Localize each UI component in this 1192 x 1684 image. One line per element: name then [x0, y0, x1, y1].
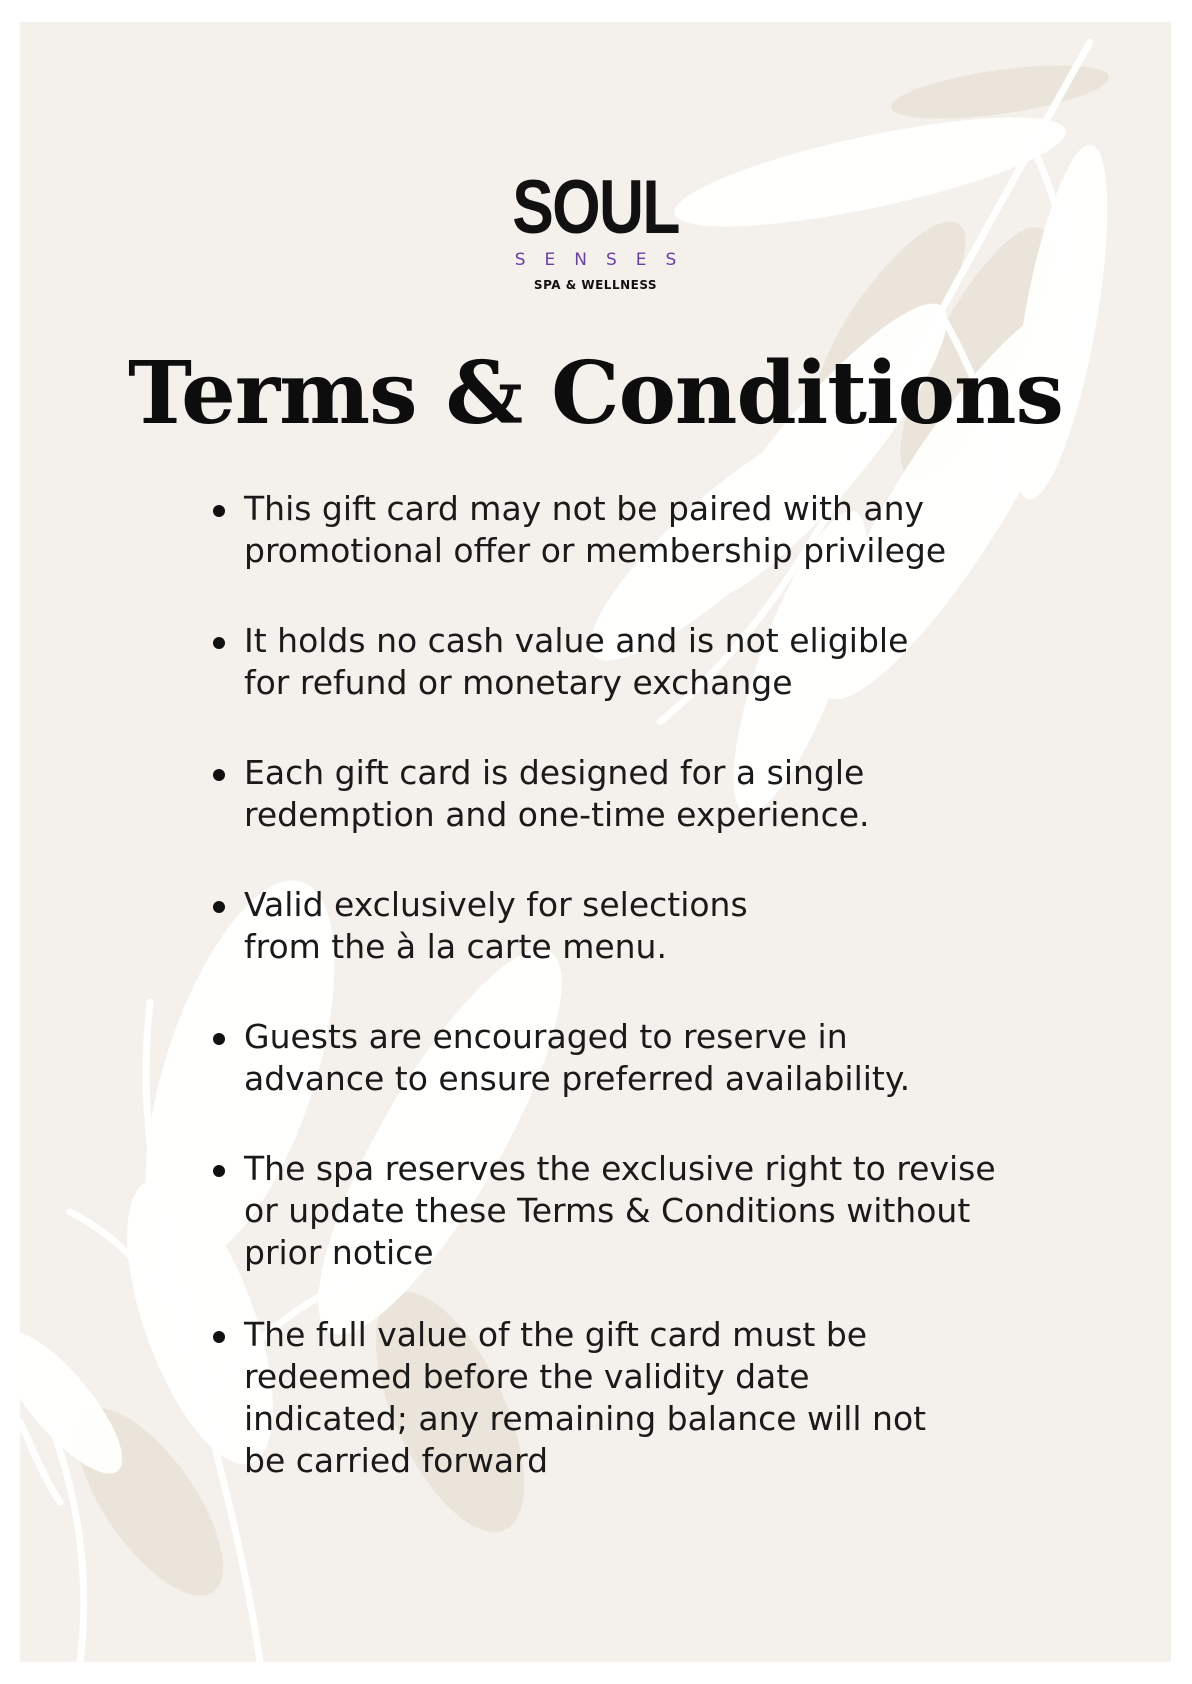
term-text: The spa reserves the exclusive right to revise or update these Terms & Conditions without prior notice: [244, 1149, 996, 1272]
term-text: Guests are encouraged to reserve in advance to ensure preferred availability.: [244, 1017, 911, 1098]
logo-tagline: SPA & WELLNESS: [533, 278, 658, 292]
term-item: [188, 884, 1048, 968]
term-item: [188, 1314, 1048, 1482]
term-item: [188, 1148, 1048, 1274]
term-item: [188, 620, 1048, 704]
bullet-icon: [213, 769, 225, 781]
terms-card: [20, 22, 1171, 1662]
term-text: Each gift card is designed for a single redemption and one-time experience.: [244, 753, 870, 834]
bullet-icon: [213, 637, 225, 649]
term-item: [188, 488, 1048, 572]
bullet-icon: [213, 1033, 225, 1045]
term-item: [188, 1016, 1048, 1100]
page-title: Terms & Conditions: [128, 343, 1063, 444]
logo-subtitle: SENSES: [514, 250, 696, 270]
logo-wordmark: SOUL: [512, 165, 679, 250]
bullet-icon: [213, 1165, 225, 1177]
term-text: The full value of the gift card must be redeemed before the validity date indicated; any remaining balance will not be carried forward: [244, 1315, 927, 1480]
term-text: It holds no cash value and is not eligible for refund or monetary exchange: [244, 621, 909, 702]
term-text: This gift card may not be paired with any promotional offer or membership privilege: [244, 489, 947, 570]
bullet-icon: [213, 1331, 225, 1343]
term-item: [188, 752, 1048, 836]
brand-logo: [20, 165, 1171, 292]
term-text: Valid exclusively for selections from the à la carte menu.: [244, 885, 748, 966]
bullet-icon: [213, 505, 225, 517]
bullet-icon: [213, 901, 225, 913]
